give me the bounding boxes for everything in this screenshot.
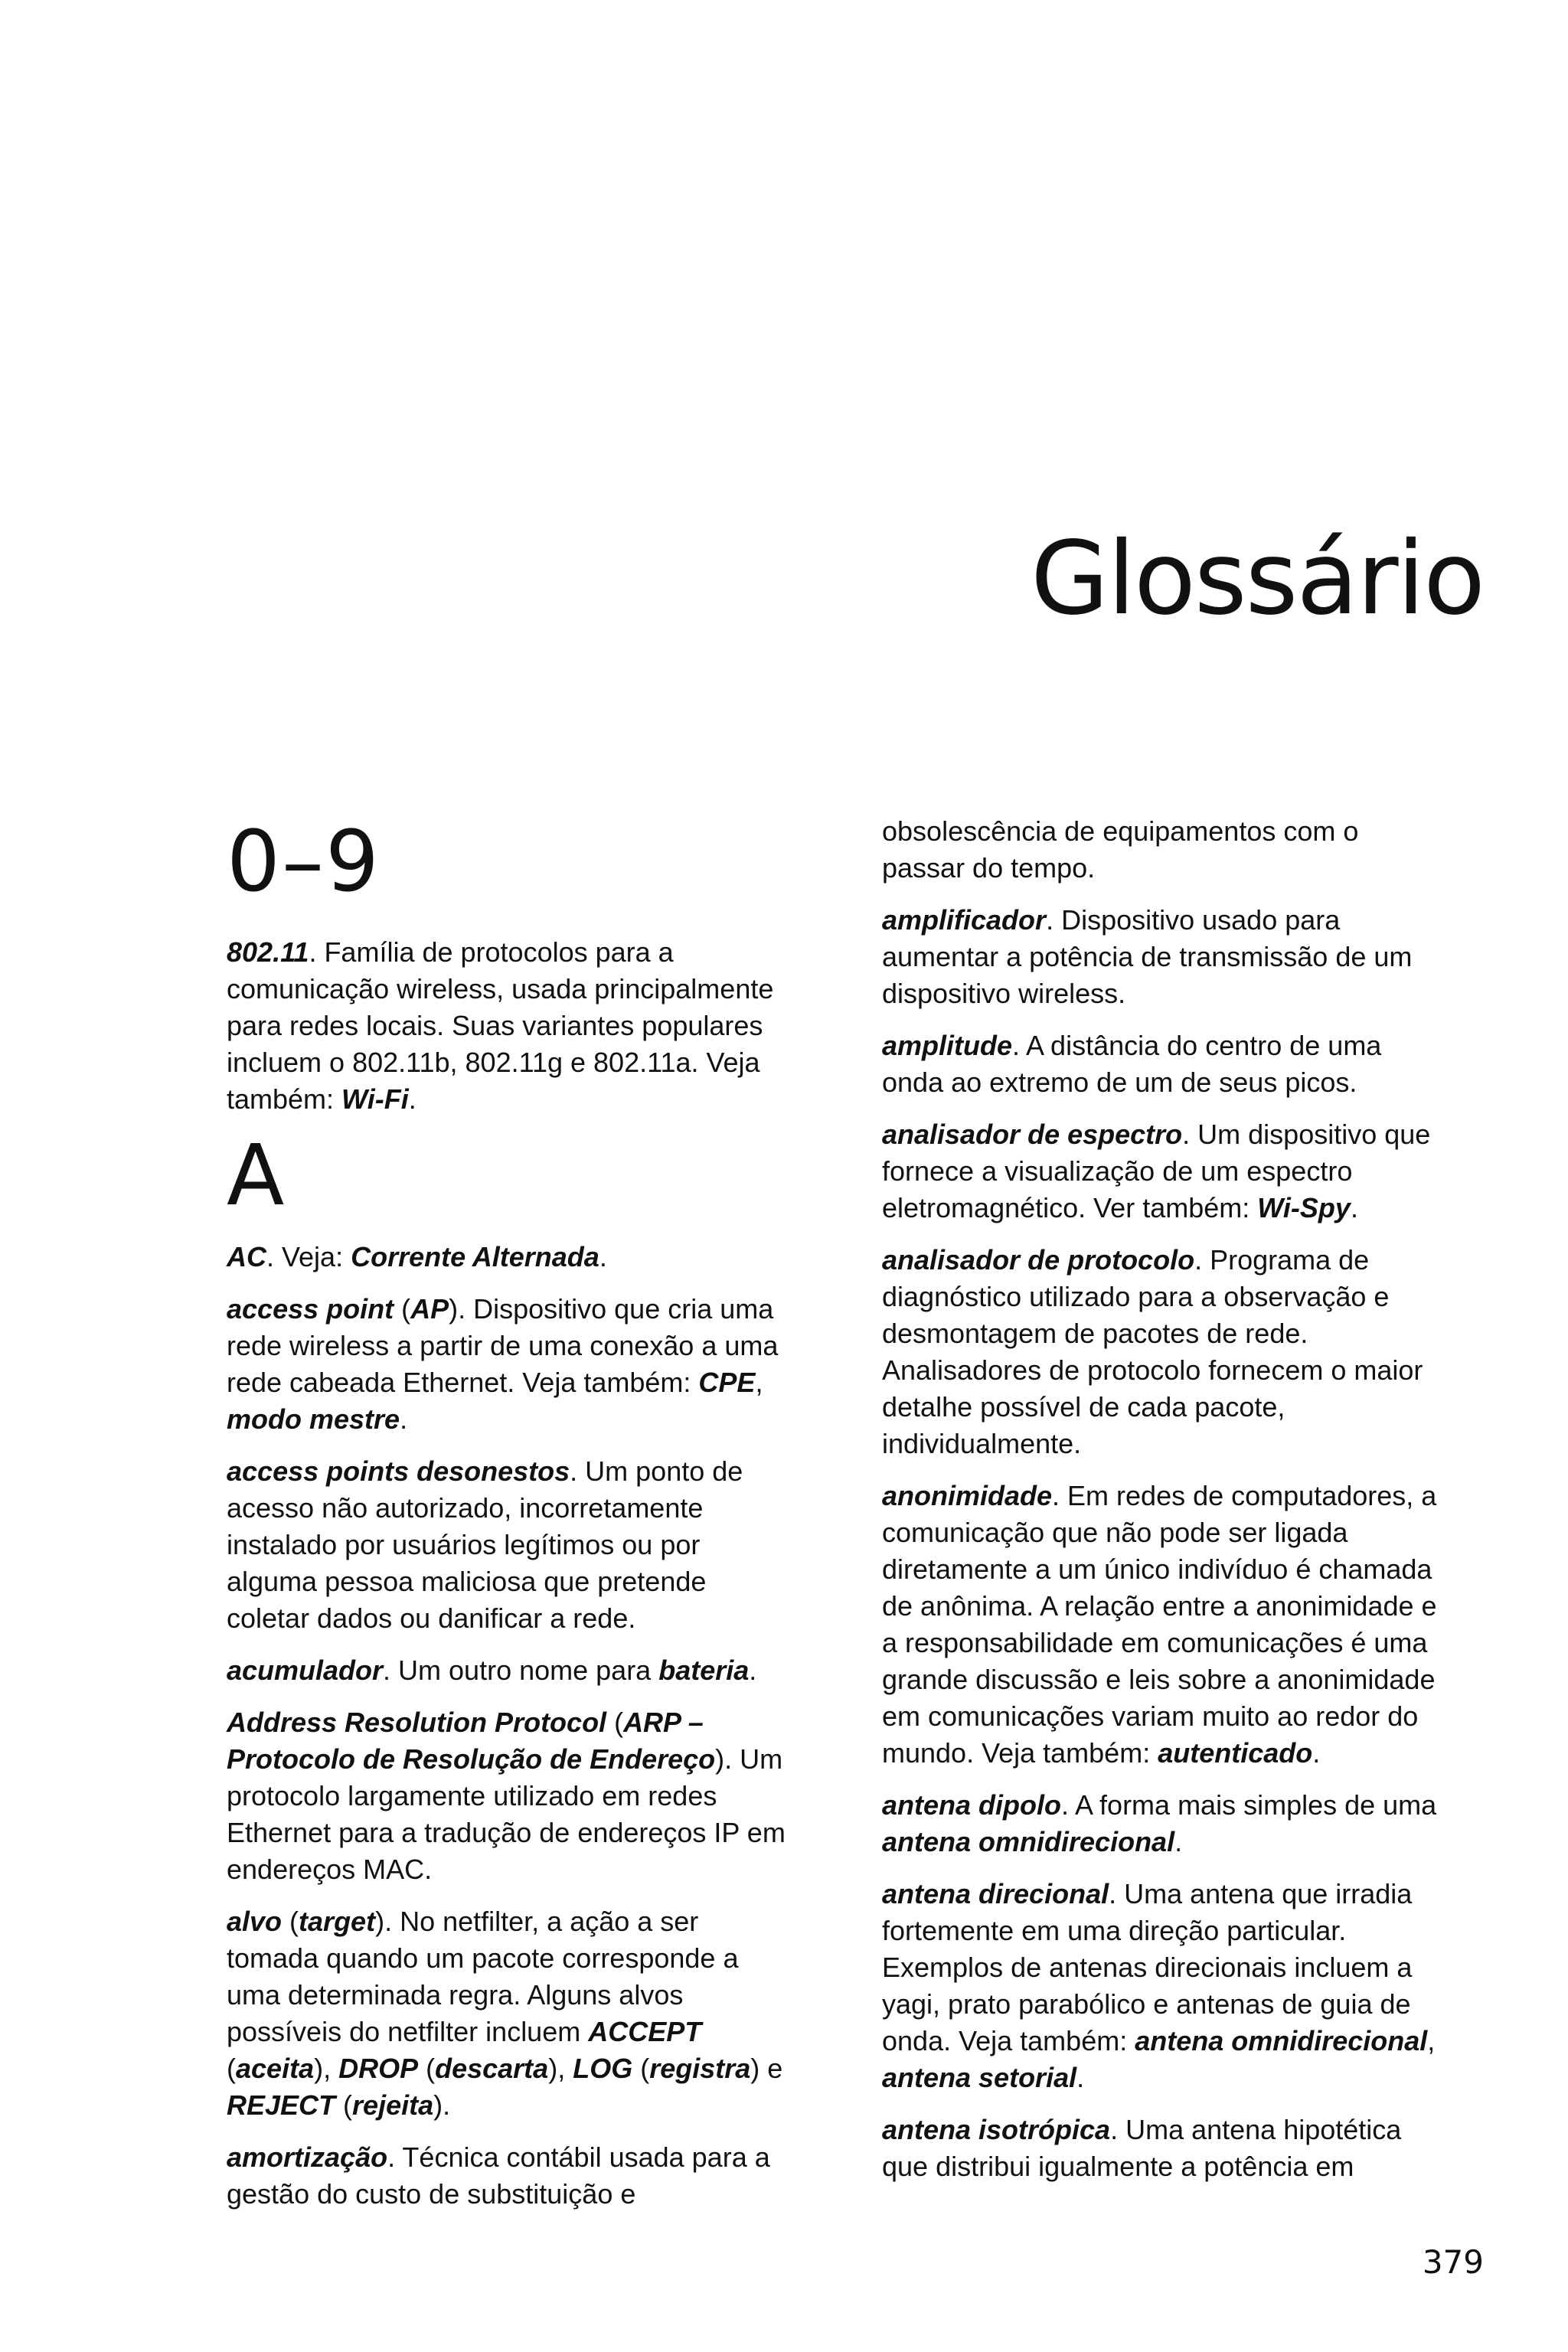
- entry-term: alvo: [227, 1906, 283, 1937]
- entry-cross-reference: antena omnidirecional: [1135, 2025, 1428, 2056]
- glossary-entry-alvo: [227, 1903, 793, 2124]
- glossary-entry-continuation: [882, 813, 1449, 887]
- entry-punctuation: (: [335, 2089, 353, 2121]
- glossary-entry-ac: [227, 1239, 793, 1276]
- glossary-entry-antena-direcional: [882, 1876, 1449, 2096]
- entry-abbreviation: ARP – Protocolo de Resolução de Endereço: [227, 1707, 716, 1775]
- entry-cross-reference: descarta: [435, 2053, 549, 2084]
- entry-cross-reference: LOG: [573, 2053, 633, 2084]
- entry-definition: . Uma antena que irradia fortemente em uma direção particular. Exemplos de antenas direcionais incluem a yagi, prato parabólico e antenas de guia de onda. Veja também:: [882, 1878, 1413, 2056]
- entry-punctuation: .: [1350, 1192, 1358, 1223]
- page-title: Glossário: [1031, 520, 1484, 638]
- entry-cross-reference: aceita: [236, 2053, 315, 2084]
- glossary-entry-analisador-de-protocolo: [882, 1242, 1449, 1462]
- glossary-entry-anonimidade: [882, 1478, 1449, 1772]
- glossary-entry-access-points-desonestos: [227, 1453, 793, 1637]
- glossary-entry-analisador-de-espectro: [882, 1116, 1449, 1227]
- entry-definition: obsolescência de equipamentos com o passar do tempo.: [882, 815, 1359, 884]
- entry-term: AC: [227, 1241, 266, 1272]
- entry-punctuation: .: [599, 1241, 607, 1272]
- glossary-entry-amplitude: [882, 1027, 1449, 1101]
- glossary-entry-amplificador: [882, 902, 1449, 1012]
- entry-term: access points desonestos: [227, 1455, 570, 1487]
- entry-term: amplificador: [882, 904, 1047, 936]
- entry-term: antena isotrópica: [882, 2114, 1111, 2145]
- entry-definition: ). No netfilter, a ação a ser tomada quando um pacote corresponde a uma determinada regra. Alguns alvos possíveis do netfilter incluem: [227, 1906, 739, 2047]
- entry-term: access point: [227, 1293, 394, 1325]
- entry-cross-reference: modo mestre: [227, 1403, 400, 1435]
- entry-cross-reference: registra: [649, 2053, 751, 2084]
- entry-punctuation: (: [606, 1707, 624, 1738]
- entry-cross-reference: rejeita: [352, 2089, 434, 2121]
- entry-punctuation: ,: [1427, 2025, 1436, 2056]
- entry-definition: . Um ponto de acesso não autorizado, incorretamente instalado por usuários legítimos ou por alguma pessoa maliciosa que pretende coletar dados ou danificar a rede.: [227, 1455, 743, 1634]
- glossary-entry-antena-dipolo: [882, 1787, 1449, 1860]
- entry-cross-reference: DROP: [338, 2053, 419, 2084]
- entry-definition: . A forma mais simples de uma: [1061, 1789, 1437, 1821]
- entry-abbreviation: AP: [410, 1293, 449, 1325]
- entry-punctuation: (: [418, 2053, 436, 2084]
- entry-definition: ). Dispositivo que cria uma rede wireless a partir de uma conexão a uma rede cabeada Ethernet. Veja também:: [227, 1293, 779, 1398]
- glossary-entry-amortizacao: [227, 2139, 793, 2213]
- entry-term: analisador de espectro: [882, 1119, 1183, 1150]
- entry-term: antena direcional: [882, 1878, 1109, 1909]
- glossary-left-column: [227, 812, 793, 2228]
- entry-cross-reference: CPE: [698, 1367, 756, 1398]
- entry-definition: . Técnica contábil usada para a gestão do custo de substituição e: [227, 2141, 770, 2210]
- entry-punctuation: (: [227, 2053, 236, 2084]
- entry-punctuation: .: [1174, 1826, 1183, 1857]
- entry-punctuation: (: [632, 2053, 650, 2084]
- entry-cross-reference: ACCEPT: [588, 2016, 702, 2047]
- entry-term: 802.11: [227, 936, 309, 968]
- entry-punctuation: (: [282, 1906, 299, 1937]
- entry-punctuation: ).: [433, 2089, 451, 2121]
- glossary-entry-802-11: [227, 934, 793, 1118]
- entry-punctuation: (: [394, 1293, 411, 1325]
- entry-term: anonimidade: [882, 1480, 1053, 1511]
- entry-cross-reference: Wi-Fi: [341, 1083, 409, 1115]
- entry-definition: . A distância do centro de uma onda ao extremo de um de seus picos.: [882, 1030, 1382, 1098]
- entry-punctuation: .: [400, 1403, 408, 1435]
- glossary-right-column: [882, 813, 1449, 2200]
- page-number: 379: [1422, 2243, 1484, 2281]
- entry-punctuation: ,: [755, 1367, 763, 1398]
- entry-punctuation: ),: [548, 2053, 573, 2084]
- entry-abbreviation: target: [299, 1906, 376, 1937]
- entry-definition: . Dispositivo usado para aumentar a potência de transmissão de um dispositivo wireless.: [882, 904, 1413, 1009]
- entry-definition: . Um dispositivo que fornece a visualização de um espectro eletromagnético. Ver também:: [882, 1119, 1431, 1223]
- entry-definition: . Um outro nome para: [383, 1655, 659, 1686]
- entry-cross-reference: antena omnidirecional: [882, 1826, 1175, 1857]
- entry-punctuation: ) e: [750, 2053, 783, 2084]
- entry-cross-reference: Corrente Alternada: [351, 1241, 599, 1272]
- entry-cross-reference: autenticado: [1158, 1737, 1313, 1769]
- entry-cross-reference: bateria: [658, 1655, 750, 1686]
- glossary-entry-antena-isotropica: [882, 2112, 1449, 2185]
- entry-punctuation: .: [749, 1655, 757, 1686]
- glossary-entry-address-resolution-protocol: [227, 1704, 793, 1888]
- entry-definition: . Programa de diagnóstico utilizado para a observação e desmontagem de pacotes de rede. Analisadores de protocolo fornecem o maior detalhe possível de cada pacote, individualmente.: [882, 1244, 1423, 1459]
- entry-definition: . Em redes de computadores, a comunicação que não pode ser ligada diretamente a um único indivíduo é chamada de anônima. A relação entre a anonimidade e a responsabilidade em comunicações é uma grande discussão e leis sobre a anonimidade em comunicações variam muito ao redor do mundo. Veja também:: [882, 1480, 1437, 1769]
- entry-term: Address Resolution Protocol: [227, 1707, 607, 1738]
- entry-punctuation: .: [408, 1083, 416, 1115]
- section-heading-a: A: [227, 1126, 286, 1224]
- entry-term: amplitude: [882, 1030, 1013, 1061]
- entry-term: acumulador: [227, 1655, 384, 1686]
- entry-cross-reference: antena setorial: [882, 2062, 1077, 2093]
- entry-punctuation: ),: [314, 2053, 339, 2084]
- entry-punctuation: .: [1076, 2062, 1085, 2093]
- entry-term: antena dipolo: [882, 1789, 1061, 1821]
- entry-definition: . Uma antena hipotética que distribui igualmente a potência em: [882, 2114, 1402, 2182]
- section-heading-0-9: 0–9: [227, 812, 381, 910]
- entry-definition: . Família de protocolos para a comunicação wireless, usada principalmente para redes locais. Suas variantes populares incluem o 802.11b, 802.11g e 802.11a. Veja também:: [227, 936, 774, 1115]
- entry-definition: . Veja:: [266, 1241, 351, 1272]
- entry-term: analisador de protocolo: [882, 1244, 1195, 1276]
- glossary-entry-acumulador: [227, 1652, 793, 1689]
- glossary-entry-access-point: [227, 1291, 793, 1438]
- entry-term: amortização: [227, 2141, 388, 2173]
- entry-cross-reference: Wi-Spy: [1257, 1192, 1351, 1223]
- entry-cross-reference: REJECT: [227, 2089, 336, 2121]
- entry-definition: ). Um protocolo largamente utilizado em redes Ethernet para a tradução de endereços IP em endereços MAC.: [227, 1743, 786, 1885]
- entry-punctuation: .: [1312, 1737, 1321, 1769]
